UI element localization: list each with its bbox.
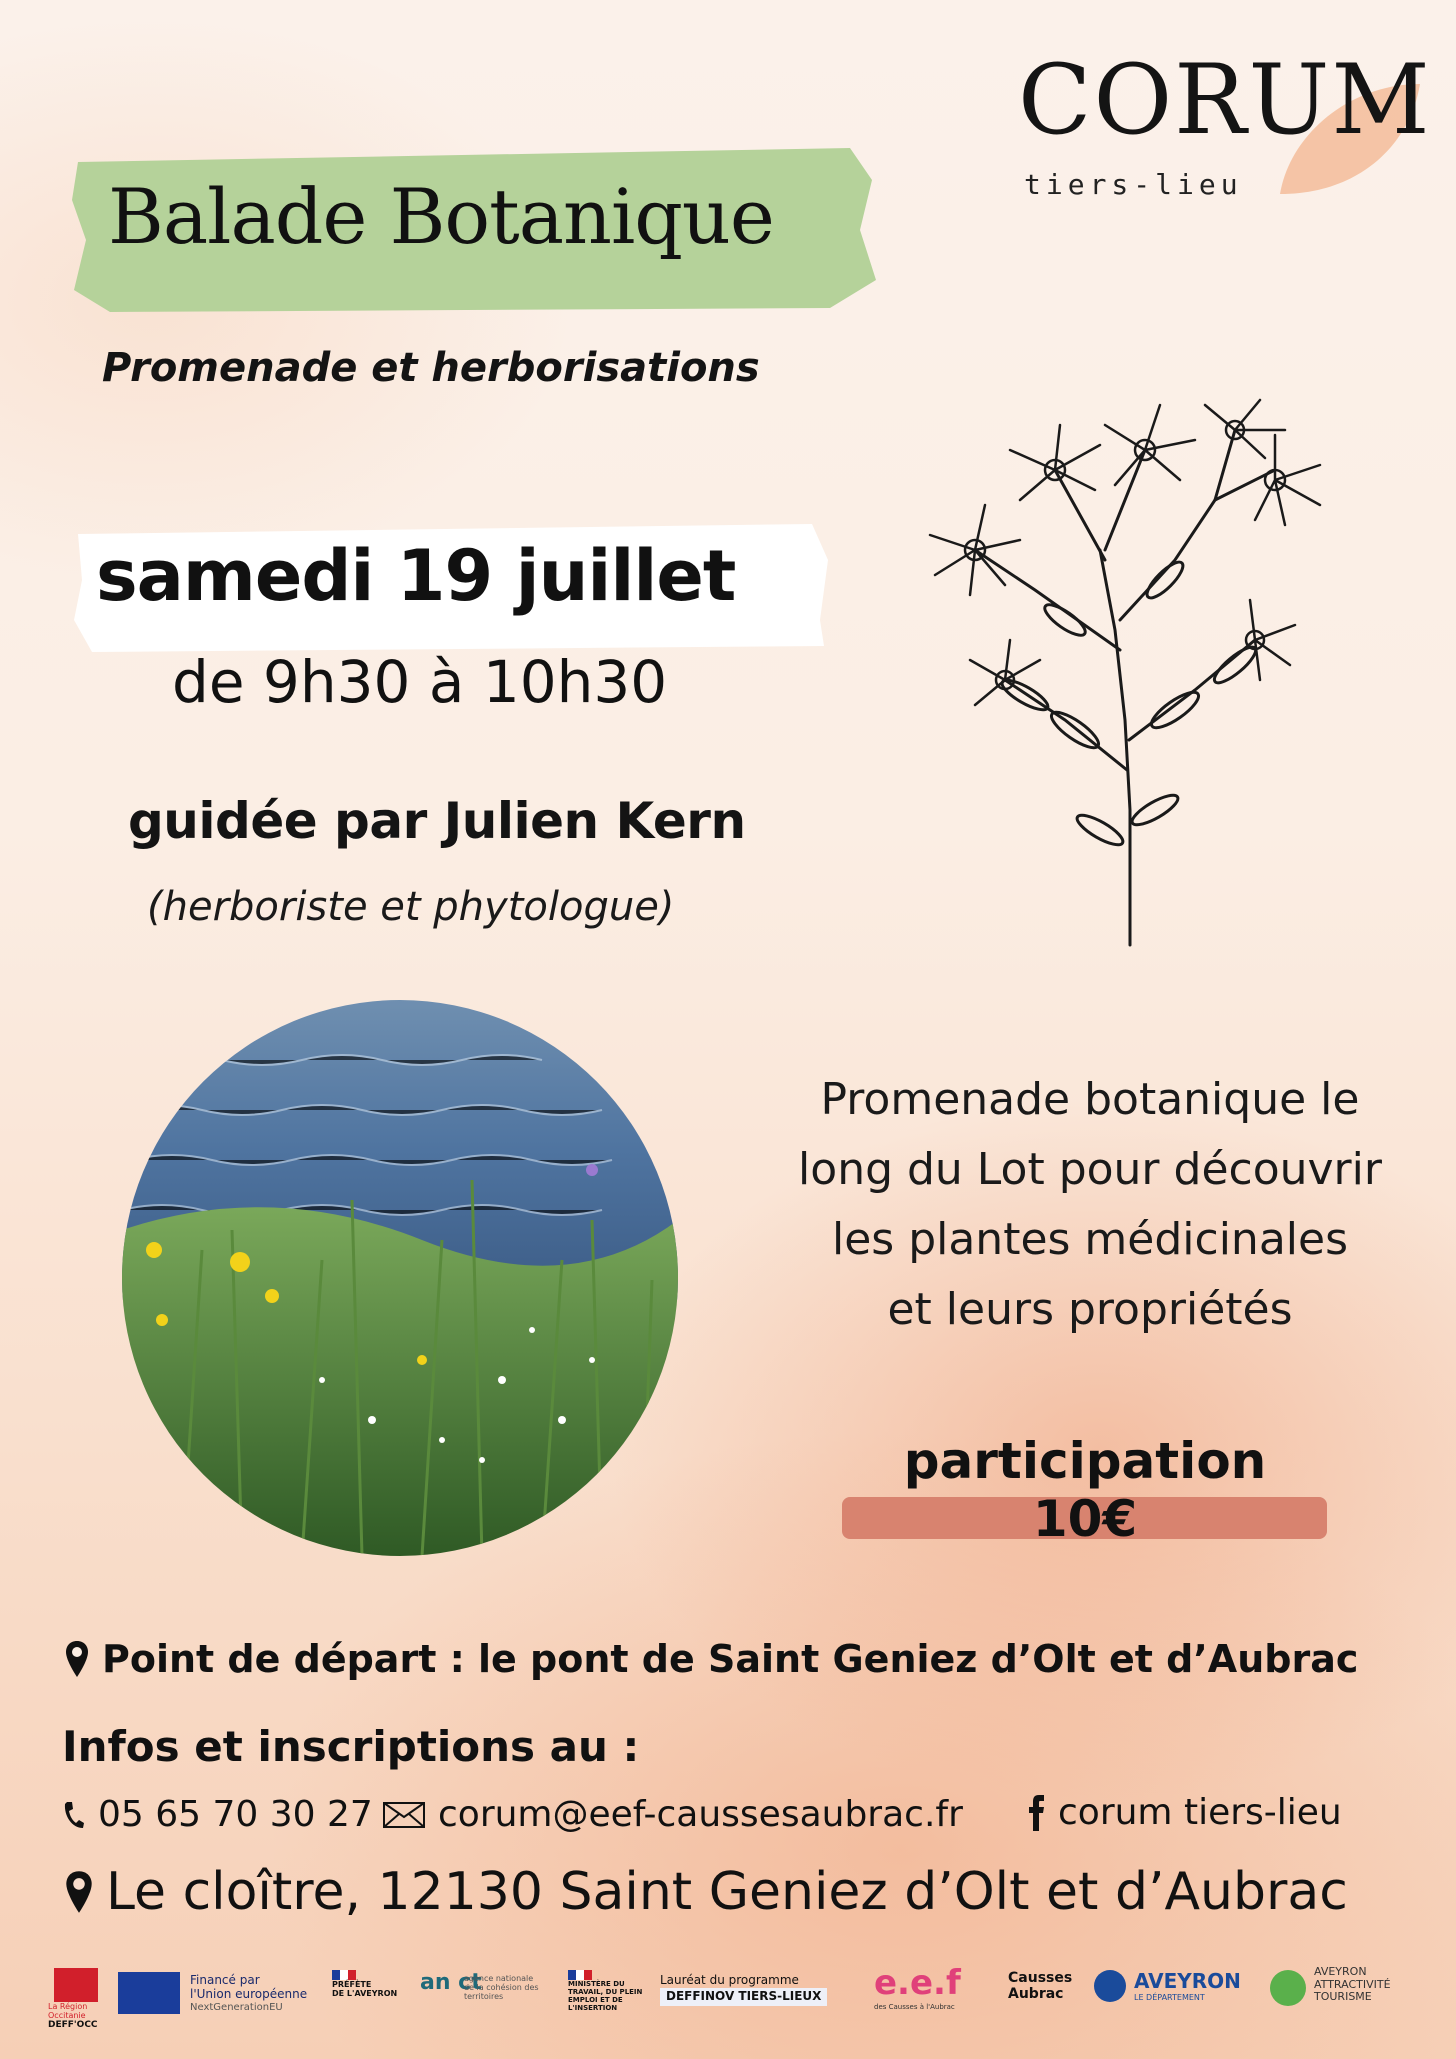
map-pin-icon xyxy=(64,1639,90,1679)
eef-logo xyxy=(874,1964,984,2011)
facebook-handle: corum tiers-lieu xyxy=(1058,1792,1342,1833)
event-date: samedi 19 juillet xyxy=(96,535,736,617)
envelope-icon xyxy=(382,1800,426,1830)
departure-text: Point de départ : le pont de Saint Geniez d’Olt et d’Aubrac xyxy=(102,1637,1359,1681)
description-line: Promenade botanique le xyxy=(820,1074,1360,1125)
anct-mark: an ct xyxy=(420,1970,482,1995)
causses-text: Causses Aubrac xyxy=(1008,1970,1073,2003)
description-line: les plantes médicinales xyxy=(831,1214,1348,1265)
map-pin-icon xyxy=(64,1867,94,1917)
tourisme-text: ATTRACTIVITÉ xyxy=(1314,1977,1391,1991)
aveyron-text: AVEYRON xyxy=(1134,1969,1241,1993)
occitanie-logo xyxy=(48,1968,118,2031)
eu-text: NextGenerationEU xyxy=(190,2001,283,2013)
anct-text: agence nationale de la cohésion des territoires xyxy=(464,1974,539,2002)
aveyron-icon xyxy=(1094,1970,1126,2002)
eu-text: Financé par xyxy=(190,1973,260,1987)
event-price: participation 10€ xyxy=(903,1432,1267,1548)
laureat-program: DEFFINOV TIERS-LIEUX xyxy=(660,1988,827,2006)
description-line: long du Lot pour découvrir xyxy=(798,1144,1382,1195)
botanical-illustration xyxy=(915,390,1365,950)
facebook-icon xyxy=(1028,1795,1046,1831)
brand-tagline: tiers-lieu xyxy=(1024,168,1243,201)
aveyron-sub: LE DÉPARTEMENT xyxy=(1134,1993,1205,2002)
brand-logo: CORUM xyxy=(1018,44,1432,156)
event-description xyxy=(760,1065,1420,1345)
eu-flag-icon xyxy=(118,1972,180,2014)
address-text: Le cloître, 12130 Saint Geniez d’Olt et d’Aubrac xyxy=(106,1862,1348,1922)
eu-text: l'Union européenne xyxy=(190,1986,308,2001)
partner-logos xyxy=(40,1960,1440,2040)
eef-mark: e.e.f xyxy=(874,1963,961,2003)
eef-text: des Causses à l'Aubrac xyxy=(874,2003,955,2012)
ministere-logo xyxy=(568,1970,648,2012)
river-meadow-photo xyxy=(122,1000,678,1556)
venue-address xyxy=(64,1862,1348,1922)
laureat-text: Lauréat du programme xyxy=(660,1973,799,1987)
contact-email[interactable] xyxy=(382,1794,963,1835)
event-time: de 9h30 à 10h30 xyxy=(172,648,668,716)
description-line: et leurs propriétés xyxy=(887,1284,1293,1335)
guide-role: (herboriste et phytologue) xyxy=(147,884,675,930)
tourisme-text: TOURISME xyxy=(1314,1990,1372,2004)
phone-icon xyxy=(62,1800,86,1830)
departure-point xyxy=(64,1637,1358,1681)
tourisme-text: AVEYRON xyxy=(1314,1965,1367,1978)
prefete-logo xyxy=(332,1970,412,1998)
event-guide: guidée par Julien Kern xyxy=(128,792,746,850)
event-subtitle: Promenade et herborisations xyxy=(102,345,760,391)
prefete-text: PRÉFÈTE xyxy=(332,1980,372,1989)
event-title: Balade Botanique xyxy=(108,172,774,261)
phone-number: 05 65 70 30 27 xyxy=(98,1794,373,1835)
deffocc-label: DEFF'OCC xyxy=(48,2020,98,2031)
occitanie-label: La Région Occitanie xyxy=(48,2002,88,2021)
ministere-text: MINISTÈRE DU TRAVAIL, DU PLEIN EMPLOI ET DE L'INSERTION xyxy=(568,1980,643,2013)
prefete-text: DE L'AVEYRON xyxy=(332,1989,398,1999)
contact-heading: Infos et inscriptions au : xyxy=(62,1722,640,1771)
deffinov-logo xyxy=(660,1974,840,2006)
causses-aubrac-logo xyxy=(1008,1970,1088,2002)
tourisme-icon xyxy=(1270,1970,1306,2006)
email-address: corum@eef-caussesaubrac.fr xyxy=(438,1794,963,1835)
contact-phone[interactable] xyxy=(62,1794,373,1835)
contact-facebook[interactable] xyxy=(1028,1792,1342,1833)
